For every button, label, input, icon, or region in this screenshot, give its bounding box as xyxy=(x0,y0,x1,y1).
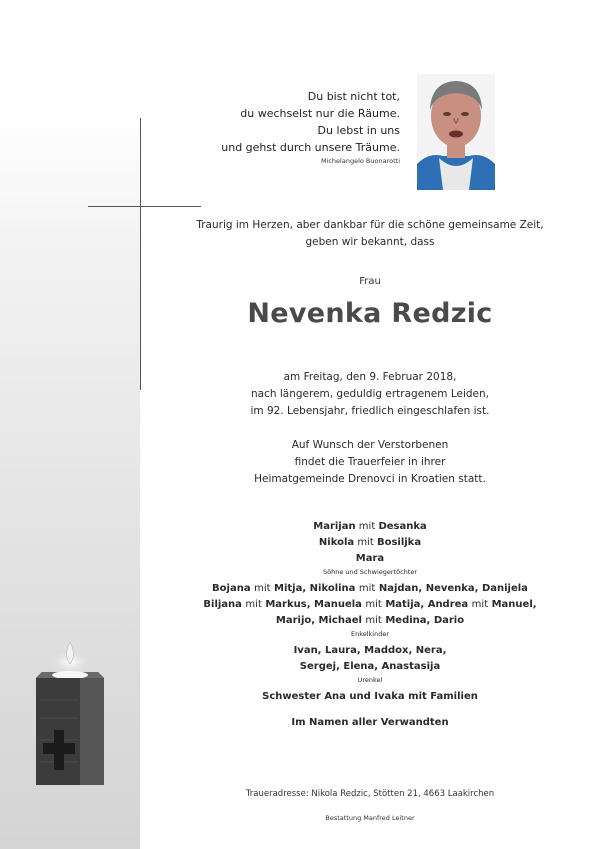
funeral-notice xyxy=(140,437,600,488)
family-role: Enkelkinder xyxy=(350,630,390,638)
intro-line: Traurig im Herzen, aber dankbar für die schöne gemeinsame Zeit, xyxy=(196,219,544,231)
family-role: Söhne und Schwiegertöchter xyxy=(322,568,417,576)
portrait-photo xyxy=(417,74,495,190)
death-notice-line: am Freitag, den 9. Februar 2018, xyxy=(283,371,457,383)
funeral-notice-line: Auf Wunsch der Verstorbenen xyxy=(291,439,449,451)
separator: , xyxy=(302,583,310,594)
mit-word: mit xyxy=(245,599,262,610)
family-name: Dario xyxy=(433,615,465,626)
family-role: Urenkel xyxy=(357,676,383,684)
family-name: Medina xyxy=(385,615,427,626)
poem-author: Michelangelo Buonarotti xyxy=(320,157,400,165)
family-name: Nikolina xyxy=(309,583,356,594)
mit-word: mit xyxy=(365,599,382,610)
family-name: Desanka xyxy=(378,521,427,532)
separator: , xyxy=(306,599,314,610)
separator: , xyxy=(420,599,428,610)
family-name: Bosiljka xyxy=(376,537,422,548)
family-name: Andrea xyxy=(427,599,469,610)
death-notice-line: im 92. Lebensjahr, friedlich eingeschlafen ist. xyxy=(250,405,490,417)
poem xyxy=(200,88,400,167)
poem-line: Du lebst in uns xyxy=(317,124,400,137)
poem-line: und gehst durch unsere Träume. xyxy=(221,141,400,154)
family-name: Bojana xyxy=(212,583,251,594)
candle-icon xyxy=(30,640,110,790)
family-line xyxy=(140,581,600,597)
family-line xyxy=(140,519,600,535)
intro-text xyxy=(140,217,600,251)
family-name: Manuel xyxy=(491,599,533,610)
mit-word: mit xyxy=(365,615,382,626)
separator: , xyxy=(426,615,434,626)
family-name: Biljana xyxy=(203,599,242,610)
family-name: Najdan xyxy=(378,583,419,594)
intro-line: geben wir bekannt, dass xyxy=(305,236,435,248)
family-name: Marijan xyxy=(313,521,356,532)
family-name: Mitja xyxy=(274,583,303,594)
family-line xyxy=(140,613,600,629)
family-name: Nikola xyxy=(318,537,355,548)
death-notice-line: nach längerem, geduldig ertragenem Leiden, xyxy=(251,388,489,400)
mit-word: mit xyxy=(357,537,374,548)
separator: , xyxy=(532,599,537,610)
mourning-address: Traueradresse: Nikola Redzic, Stötten 21, 4663 Laakirchen xyxy=(245,789,495,799)
funeral-notice-line: Heimatgemeinde Drenovci in Kroatien statt. xyxy=(254,473,486,485)
family-name: Mara xyxy=(355,553,385,564)
family-line xyxy=(140,551,600,567)
undertaker: Bestattung Manfred Leitner xyxy=(325,814,415,822)
family-name: Matija xyxy=(385,599,421,610)
family-line xyxy=(140,597,600,613)
mit-word: mit xyxy=(358,583,376,594)
separator: , xyxy=(418,583,426,594)
family-name: Nevenka, Danijela xyxy=(425,583,528,594)
funeral-notice-line: findet die Trauerfeier in ihrer xyxy=(294,456,446,468)
deceased-name: Nevenka Redzic xyxy=(247,298,493,329)
family-name: Manuela xyxy=(314,599,362,610)
poem-line: du wechselst nur die Räume. xyxy=(240,107,400,120)
poem-line: Du bist nicht tot, xyxy=(307,90,400,103)
family-name: Marijo, Michael xyxy=(275,615,362,626)
family-line: Sergej, Elena, Anastasija xyxy=(299,661,441,672)
mit-word: mit xyxy=(358,521,376,532)
sister-line: Schwester Ana und Ivaka mit Familien xyxy=(262,691,478,702)
death-notice xyxy=(140,369,600,420)
mit-word: mit xyxy=(471,599,489,610)
family-line xyxy=(140,535,600,551)
salutation: Frau xyxy=(359,276,381,287)
family-list xyxy=(140,519,600,731)
family-line: Ivan, Laura, Maddox, Nera, xyxy=(293,645,447,656)
family-name: Markus xyxy=(265,599,307,610)
relatives-line: Im Namen aller Verwandten xyxy=(291,717,449,728)
mit-word: mit xyxy=(254,583,271,594)
cross-horizontal-line xyxy=(88,206,201,207)
cross-vertical-line xyxy=(140,118,141,390)
